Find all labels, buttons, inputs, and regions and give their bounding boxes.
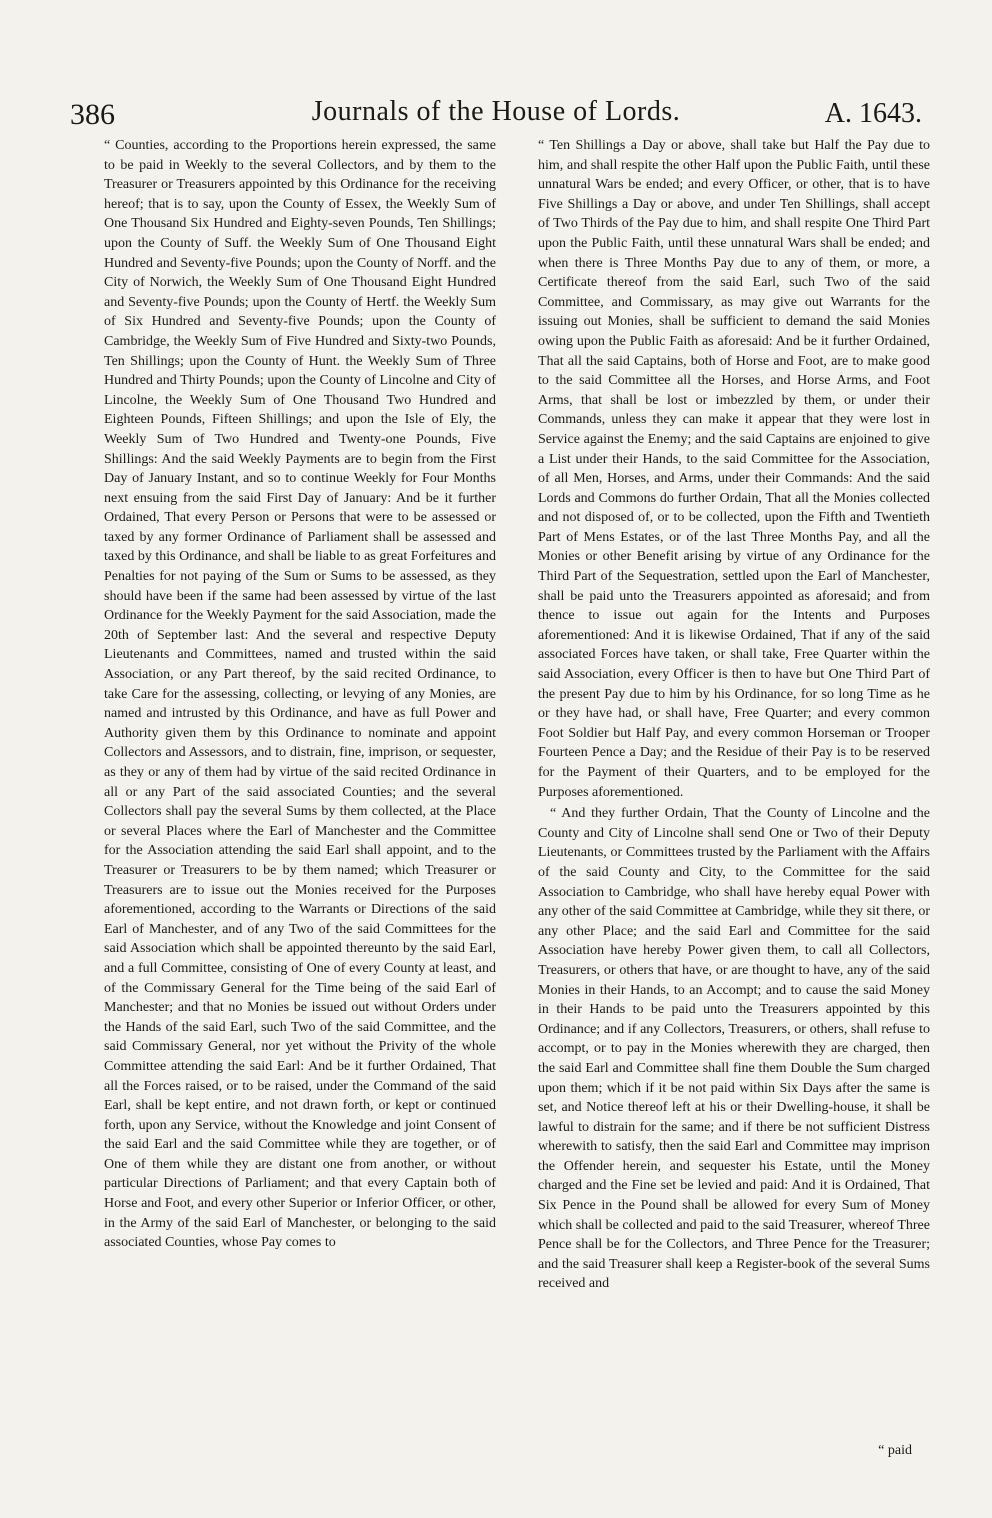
left-column — [104, 136, 496, 1466]
right-column — [538, 136, 930, 1466]
journal-title: Journals of the House of Lords. — [311, 96, 681, 127]
paragraph: “ And they further Ordain, That the County of Lincolne and the County and City of Lincolne shall send One or Two of their Deputy Lieutenants, or Committees trusted by the Parliament with the Affairs of the said County and City, to the Committee for the said Association to Cambridge, who shall have hereby equal Power with any other of the said Committee at Cambridge, while they sit there, or any other Place; and the said Earl and Committee for the said Association have hereby Power given them, to call all Collectors, Treasurers, or others that have, or are thought to have, any of the said Monies in their Hands, to an Accompt; and to cause the said Money in their Hands to be paid unto the Treasurers appointed by this Ordinance; and if any Collectors, Treasurers, or others, shall refuse to accompt, or to pay in the Monies wherewith they are charged, then the said Earl and Committee shall fine them Double the Sum charged upon them; which if it be not paid within Six Days after the same is set, and Notice thereof left at his or their Dwelling-house, it shall be lawful to distrain for the same; and if there be not sufficient Distress wherewith to satisfy, then the said Earl and Committee may imprison the Offender herein, and sequester his Estate, until the Money charged and the Fine set be levied and paid: And it is Ordained, That Six Pence in the Pound shall be allowed for every Sum of Money which shall be collected and paid to the said Treasurer, whereof Three Pence shall be for the Collectors, and Three Pence for the Treasurer; and the said Treasurer shall keep a Register-book of the several Sums received and — [538, 806, 930, 1292]
paragraph: “ Ten Shillings a Day or above, shall take but Half the Pay due to him, and shall respite the other Half upon the Public Faith, until these unnatural Wars be ended; and every Officer, or other, that is to have Five Shillings a Day or above, and under Ten Shillings, shall accept of Two Thirds of the Pay due to him, and shall respite One Third Part upon the Public Faith, until these unnatural Wars shall be ended; and when there is Three Months Pay due to any of them, or more, a Certificate thereof from the said Earl, such Two of the said Committee, and Commissary, as may give out Warrants for the issuing out Monies, shall be sufficient to demand the said Monies owing upon the Public Faith as aforesaid: And be it further Ordained, That all the said Captains, both of Horse and Foot, are to make good to the said Committee all the Horses, and Horse Arms, and Foot Arms, that shall be lost or imbezzled by them, or under their Commands, unless they can make it appear that they were lost in Service against the Enemy; and the said Captains are enjoined to give a List under their Hands, to the said Committee for the Association, of all Men, Horses, and Arms, under their Commands: And the said Lords and Commons do further Ordain, That all the Monies collected and not disposed of, or to be collected, upon the Fifth and Twentieth Part of Mens Estates, or of the last Three Months Pay, and all the Monies or other Benefit arising by virtue of any Ordinance for the Third Part of the Sequestration, settled upon the Earl of Manchester, shall be paid unto the Treasurers appointed as aforesaid; and from thence to issue out again for the Intents and Purposes aforementioned: And it is likewise Ordained, That if any of the said associated Forces have taken, or shall take, Free Quarter within the said Association, every Officer is then to have but One Third Part of the present Pay due to him by his Ordinance, for so long Time as he or they have had, or shall have, Free Quarter; and every common Foot Soldier but Half Pay, and every common Horseman or Trooper Fourteen Pence a Day; and the Residue of their Pay is to be reserved for the Payment of their Quarters, and to be employed for the Purposes aforementioned. — [538, 138, 930, 800]
page-number: 386 — [70, 98, 115, 131]
paragraph: “ Counties, according to the Proportions herein expressed, the same to be paid in Weekly to the several Collectors, and by them to the Treasurer or Treasurers appointed by this Ordinance for the receiving hereof; that is to say, upon the County of Essex, the Weekly Sum of One Thousand Six Hundred and Eighty-seven Pounds, Ten Shillings; upon the County of Suff. the Weekly Sum of One Thousand Eight Hundred and Seventy-five Pounds; upon the County of Norff. and the City of Norwich, the Weekly Sum of One Thousand Eight Hundred and Seventy-five Pounds; upon the County of Hertf. the Weekly Sum of Six Hundred and Seventy-five Pounds; upon the County of Cambridge, the Weekly Sum of Five Hundred and Sixty-two Pounds, Ten Shillings; upon the County of Hunt. the Weekly Sum of Three Hundred and Thirty Pounds; upon the County of Lincolne and City of Lincolne, the Weekly Sum of One Thousand Two Hundred and Eighteen Pounds, Fifteen Shillings; and upon the Isle of Ely, the Weekly Sum of Two Hundred and Twenty-one Pounds, Five Shillings: And the said Weekly Payments are to begin from the First Day of January Instant, and so to continue Weekly for Four Months next ensuing from the said First Day of January: And be it further Ordained, That every Person or Persons that were to be assessed or taxed by any former Ordinance of Parliament shall be assessed and taxed by this Ordinance, and shall be liable to as great Forfeitures and Penalties for not paying of the Sum or Sums to be assessed, as they should have been if the same had been assessed by virtue of the last Ordinance for the Weekly Payment for the said Association, made the 20th of September last: And the several and respective Deputy Lieutenants and Committees, named and trusted within the said Association, or any Part thereof, by the said recited Ordinance, to take Care for the assessing, collecting, or levying of any Monies, are named and intrusted by this Ordinance, and have as full Power and Authority given them by this Ordinance to nominate and appoint Collectors and Assessors, and to distrain, fine, imprison, or sequester, as they or any of them had by virtue of the said recited Ordinance in all or any Part of the said associated Counties; and the several Collectors shall pay the several Sums by them collected, at the Place or several Places where the Earl of Manchester and the Committee for the Association attending the said Earl shall appoint, and to the Treasurer or Treasurers to be by them named; which Treasurer or Treasurers are to issue out the Monies received for the Purposes aforementioned, according to the Warrants or Directions of the said Earl of Manchester, and of any Two of the said Committees for the said Association which shall be appointed thereunto by the said Earl, and a full Committee, consisting of One of every County at least, and of the Commissary General for the Time being of the said Earl of Manchester; and that no Monies be issued out without Orders under the Hands of the said Earl, such Two of the said Committee, and the said Commissary General, nor yet without the Privity of the whole Committee attending the said Earl: And be it further Ordained, That all the Forces raised, or to be raised, under the Command of the said Earl, shall be kept entire, and not drawn forth, or kept or continued forth, upon any Service, without the Knowledge and joint Consent of the said Earl and the said Committee while they are together, or of One of them while they are distant one from another, or without particular Directions of Parliament; and that every Captain both of Horse and Foot, and every other Superior or Inferior Officer, or other, in the Army of the said Earl of Manchester, or belonging to the said associated Counties, whose Pay comes to — [104, 138, 496, 1251]
running-head — [70, 92, 922, 138]
catchword: “ paid — [878, 1443, 912, 1458]
year-heading: A. 1643. — [824, 98, 922, 129]
text-columns — [104, 136, 930, 1466]
